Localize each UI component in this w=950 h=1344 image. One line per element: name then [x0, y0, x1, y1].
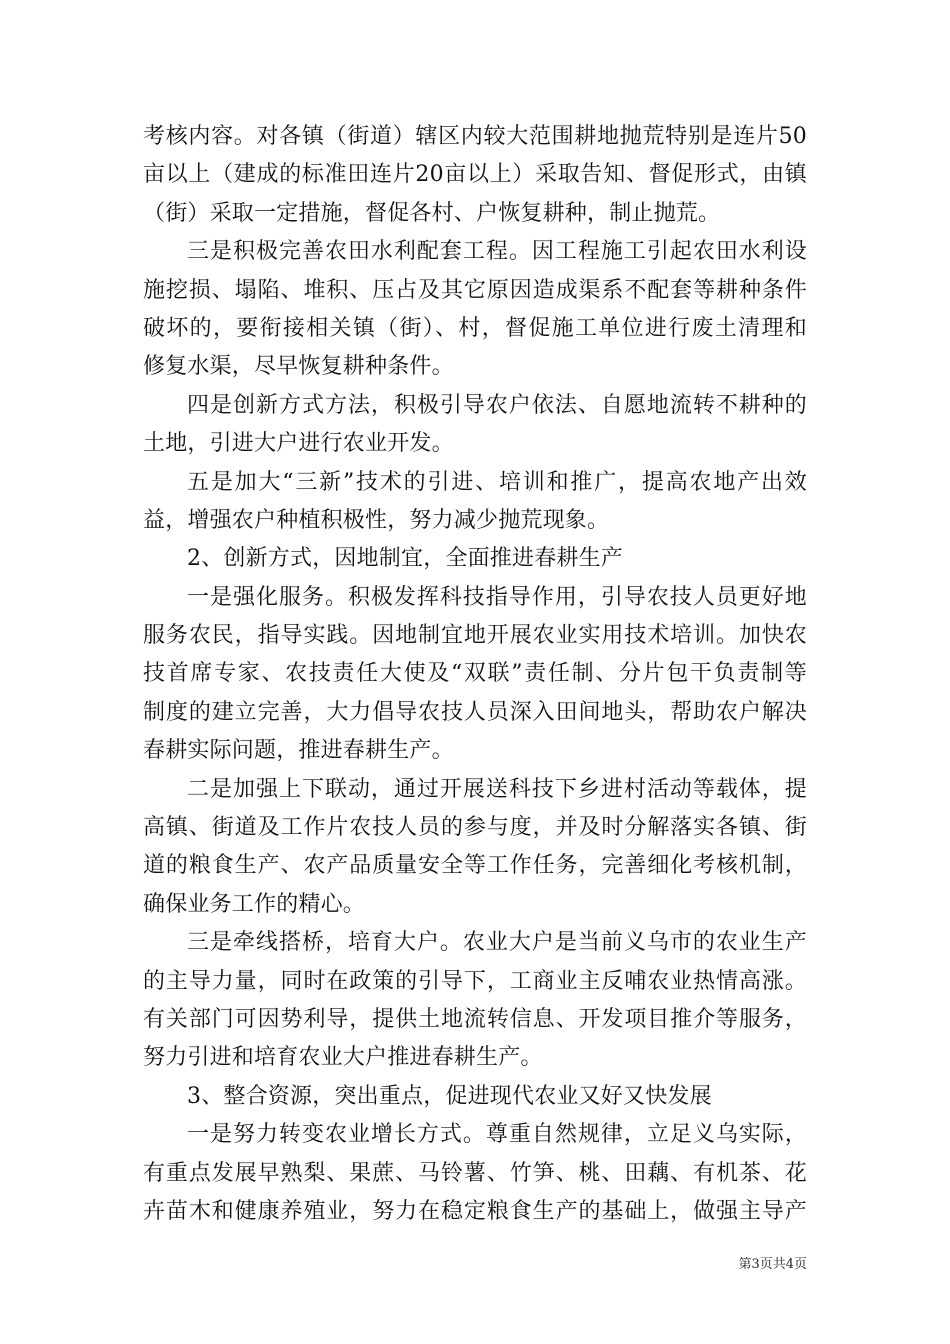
text-line: 制度的建立完善，大力倡导农技人员深入田间地头，帮助农户解决	[143, 699, 807, 725]
text-line: 服务农民，指导实践。因地制宜地开展农业实用技术培训。加快农	[143, 623, 807, 649]
text-line: 土地，引进大户进行农业开发。	[143, 431, 454, 457]
text-line: 有重点发展早熟梨、果蔗、马铃薯、竹笋、桃、田藕、有机茶、花	[143, 1160, 807, 1186]
text-line: 修复水渠，尽早恢复耕种条件。	[143, 354, 454, 380]
text-line: 考核内容。对各镇（街道）辖区内较大范围耕地抛荒特别是连片50	[143, 124, 807, 149]
text-line: 一是强化服务。积极发挥科技指导作用，引导农技人员更好地	[187, 584, 807, 610]
section-heading: 2、创新方式，因地制宜，全面推进春耕生产	[187, 546, 623, 572]
text-line: 五是加大“三新”技术的引进、培训和推广，提高农地产出效	[187, 469, 807, 495]
text-line: 技首席专家、农技责任大使及“双联”责任制、分片包干负责制等	[143, 661, 807, 687]
page-number-footer: 第3页共4页	[738, 1257, 807, 1272]
text-line: 三是牵线搭桥，培育大户。农业大户是当前义乌市的农业生产	[187, 930, 807, 956]
text-line: 二是加强上下联动，通过开展送科技下乡进村活动等载体，提	[187, 776, 807, 802]
text-line: 春耕实际问题，推进春耕生产。	[143, 738, 454, 764]
text-line: 努力引进和培育农业大户推进春耕生产。	[143, 1045, 543, 1071]
text-line: 一是努力转变农业增长方式。尊重自然规律，立足义乌实际，	[187, 1122, 807, 1148]
text-line: 四是创新方式方法，积极引导农户依法、自愿地流转不耕种的	[187, 392, 807, 418]
text-line: 高镇、街道及工作片农技人员的参与度，并及时分解落实各镇、街	[143, 815, 807, 841]
text-line: 卉苗木和健康养殖业，努力在稳定粮食生产的基础上，做强主导产	[143, 1198, 807, 1224]
text-line: 有关部门可因势利导，提供土地流转信息、开发项目推介等服务，	[143, 1006, 807, 1032]
text-line: （街）采取一定措施，督促各村、户恢复耕种，制止抛荒。	[143, 200, 721, 226]
text-line: 确保业务工作的精心。	[143, 891, 366, 917]
text-line: 益，增强农户种植积极性，努力减少抛荒现象。	[143, 507, 610, 533]
text-line: 道的粮食生产、农产品质量安全等工作任务，完善细化考核机制，	[143, 853, 807, 879]
document-body	[143, 118, 807, 1231]
section-heading: 3、整合资源，突出重点，促进现代农业又好又快发展	[187, 1083, 712, 1109]
text-line: 施挖损、塌陷、堆积、压占及其它原因造成渠系不配套等耕种条件	[143, 277, 807, 303]
text-line: 的主导力量，同时在政策的引导下，工商业主反哺农业热情高涨。	[143, 968, 807, 994]
text-line: 亩以上（建成的标准田连片20亩以上）采取告知、督促形式，由镇	[143, 162, 807, 188]
text-line: 破坏的，要衔接相关镇（街）、村，督促施工单位进行废土清理和	[143, 315, 807, 341]
text-line: 三是积极完善农田水利配套工程。因工程施工引起农田水利设	[187, 239, 807, 265]
